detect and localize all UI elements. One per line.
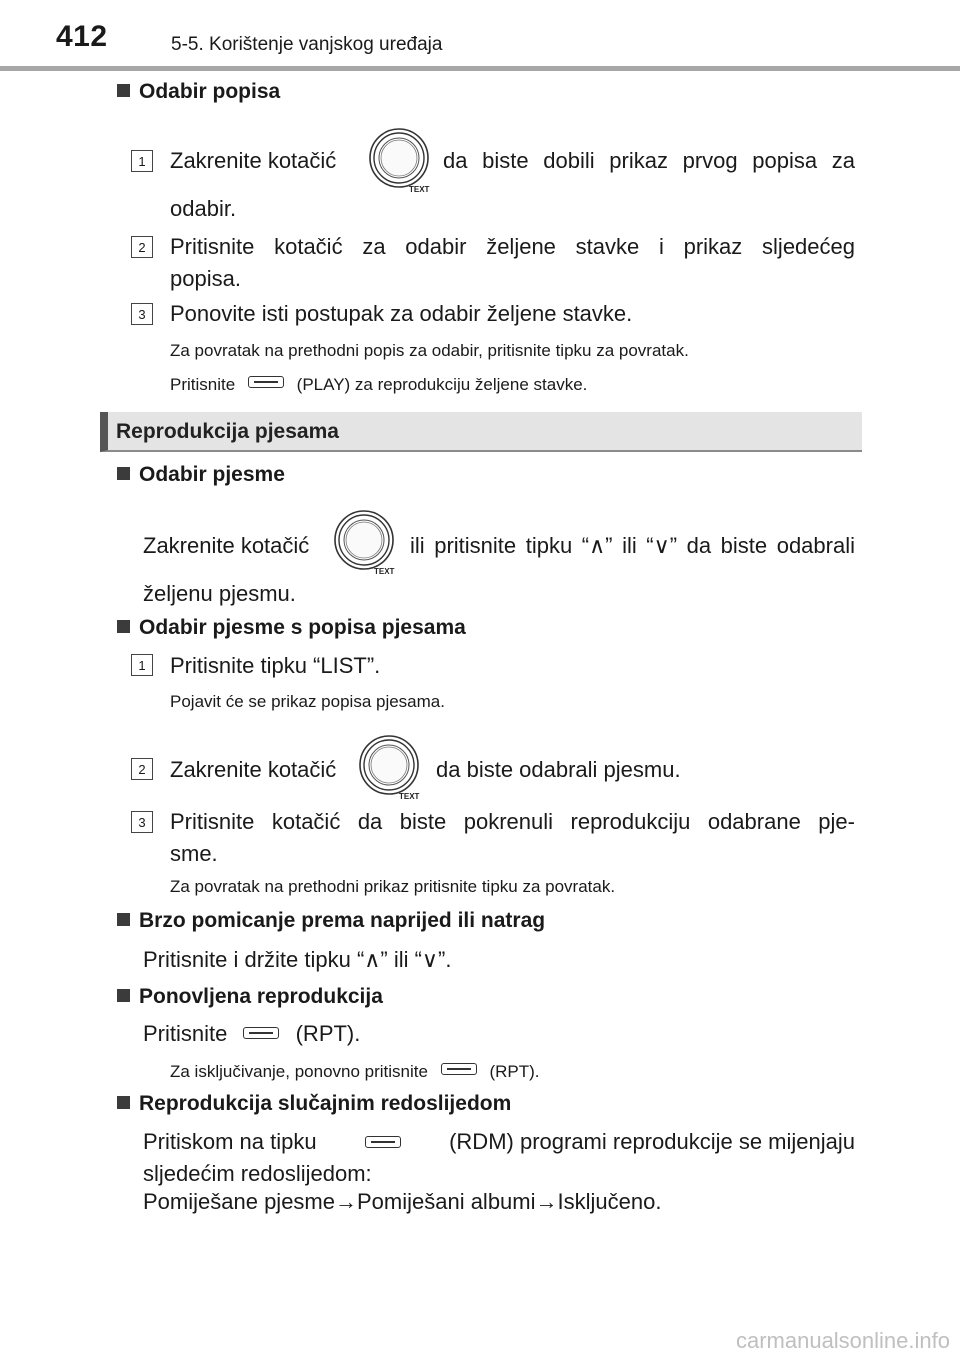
- play-button-icon: [248, 376, 284, 388]
- square-bullet-icon: [117, 913, 130, 926]
- section-heading-list-select: Odabir popisa: [117, 80, 280, 104]
- rpt-button-icon: [441, 1063, 477, 1075]
- step-text: odabir.: [170, 196, 237, 221]
- step-text: popisa.: [170, 266, 241, 291]
- body-text: Pritisnite (RPT).: [143, 1021, 361, 1046]
- rdm-button-icon: [365, 1136, 401, 1148]
- knob-label: TEXT: [399, 792, 420, 801]
- step-number: 1: [131, 150, 153, 172]
- square-bullet-icon: [117, 989, 130, 1002]
- square-bullet-icon: [117, 1096, 130, 1109]
- step-text: da biste dobili prikaz prvog popisa za: [443, 148, 855, 173]
- note-text: Za isključivanje, ponovno pritisnite (RPT).: [170, 1062, 540, 1081]
- tune-knob-icon: [365, 126, 433, 194]
- square-bullet-icon: [117, 620, 130, 633]
- section-heading-song-list: Odabir pjesme s popisa pjesama: [117, 616, 466, 640]
- section-heading-fast-seek: Brzo pomicanje prema naprijed ili natrag: [117, 909, 545, 933]
- step-number: 3: [131, 811, 153, 833]
- note-text: Za povratak na prethodni popis za odabir, pritisnite tipku za povratak.: [170, 341, 689, 360]
- step-text: Ponovite isti postupak za odabir željene stavke.: [170, 301, 633, 326]
- body-text: ili pritisnite tipku “∧” ili “∨” da biste odabrali: [410, 533, 855, 558]
- watermark: carmanualsonline.info: [735, 1328, 950, 1353]
- step-text: Zakrenite kotačić: [170, 148, 337, 173]
- square-bullet-icon: [117, 84, 130, 97]
- section-banner: [100, 412, 862, 452]
- note-text: Za povratak na prethodni prikaz pritisnite tipku za povratak.: [170, 877, 616, 896]
- body-text: Zakrenite kotačić: [143, 533, 310, 558]
- body-text: sljedećim redoslijedom:: [143, 1161, 372, 1186]
- knob-label: TEXT: [374, 567, 395, 576]
- step-text: Pritisnite tipku “LIST”.: [170, 653, 381, 678]
- square-bullet-icon: [117, 467, 130, 480]
- knob-label: TEXT: [409, 185, 430, 194]
- section-heading-song-select: Odabir pjesme: [117, 463, 285, 487]
- body-text: Pritiskom na tipku (RDM) programi reprodukcije se mijenjaju: [143, 1129, 855, 1154]
- note-text: Pojavit će se prikaz popisa pjesama.: [170, 692, 445, 711]
- step-text: Pritisnite kotačić za odabir željene stavke i prikaz sljedećeg: [170, 234, 855, 259]
- banner-title: Reprodukcija pjesama: [116, 420, 339, 443]
- step-text: sme.: [170, 841, 218, 866]
- section-heading-random: Reprodukcija slučajnim redoslijedom: [117, 1092, 511, 1116]
- rpt-button-icon: [243, 1027, 279, 1039]
- body-text: Pritisnite i držite tipku “∧” ili “∨”.: [143, 947, 452, 972]
- step-text: Pritisnite kotačić da biste pokrenuli reprodukciju odabrane pje-: [170, 809, 855, 834]
- step-number: 1: [131, 654, 153, 676]
- note-text: Pritisnite (PLAY) za reprodukciju željene stavke.: [170, 375, 588, 394]
- header-divider: [0, 66, 960, 71]
- tune-knob-icon: [330, 508, 398, 576]
- step-text: da biste odabrali pjesmu.: [436, 757, 681, 782]
- body-text: željenu pjesmu.: [143, 581, 296, 606]
- step-text: Zakrenite kotačić: [170, 757, 337, 782]
- tune-knob-icon: [355, 733, 423, 801]
- page-number: 412: [56, 20, 108, 53]
- step-number: 2: [131, 758, 153, 780]
- step-number: 2: [131, 236, 153, 258]
- section-heading-repeat: Ponovljena reprodukcija: [117, 985, 383, 1009]
- body-text: Pomiješane pjesme→Pomiješani albumi→Isključeno.: [143, 1189, 662, 1214]
- step-number: 3: [131, 303, 153, 325]
- chapter-title: 5-5. Korištenje vanjskog uređaja: [171, 34, 443, 55]
